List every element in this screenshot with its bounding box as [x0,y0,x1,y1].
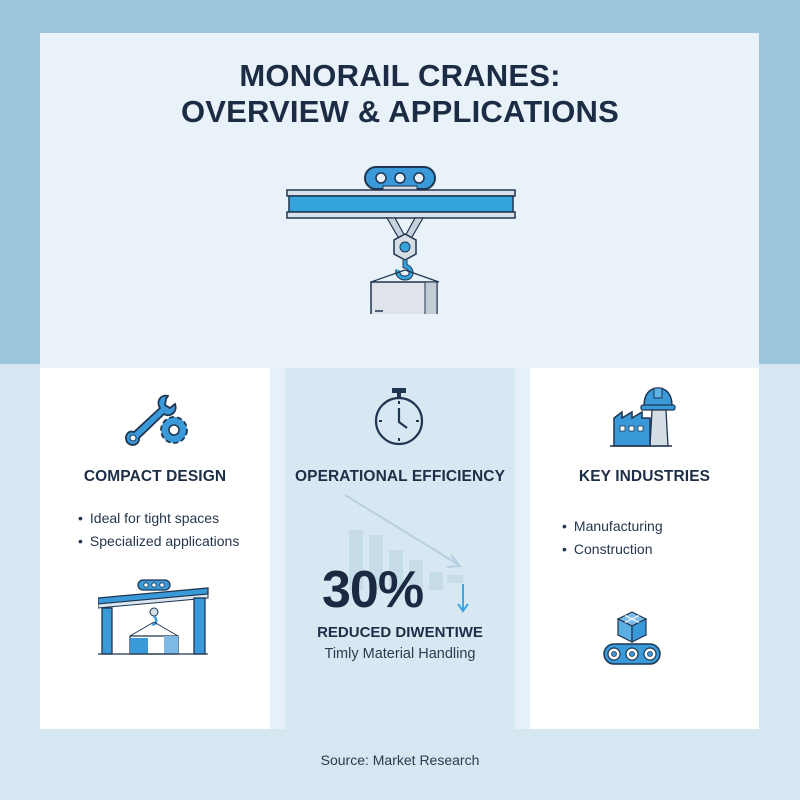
card-title: COMPACT DESIGN [83,468,227,485]
card-compact-design [40,368,270,729]
list-item: • Construction [562,538,663,561]
list-item: • Manufacturing [562,515,663,538]
card-key-industries [530,368,759,729]
factory-hardhat-icon [610,386,676,455]
card-title: OPERATIONAL EFFICIENCY [294,468,506,485]
gantry-crane-icon [98,576,212,661]
bullet-list [562,515,663,561]
title-line-1: MONORAIL CRANES: [239,58,561,93]
monorail-crane-icon [283,164,519,319]
down-arrow-icon [456,582,470,619]
bullet-list [78,507,239,553]
page-title [0,58,800,130]
stat-subtitle: Timly Material Handling [324,646,476,662]
card-gap [515,368,530,729]
stat-value: 30% [322,561,424,619]
conveyor-belt-icon [602,610,662,671]
card-title: KEY INDUSTRIES [578,468,711,485]
source-note: Source: Market Research [320,752,480,768]
stopwatch-icon [372,386,426,451]
card-operational-efficiency [285,368,515,729]
title-line-2: OVERVIEW & APPLICATIONS [180,94,620,129]
stat-label: REDUCED DIWENTIWE [317,624,483,641]
card-gap [270,368,285,729]
list-item: • Ideal for tight spaces [78,507,239,530]
wrench-gear-icon [122,390,192,455]
list-item: • Specialized applications [78,530,239,553]
